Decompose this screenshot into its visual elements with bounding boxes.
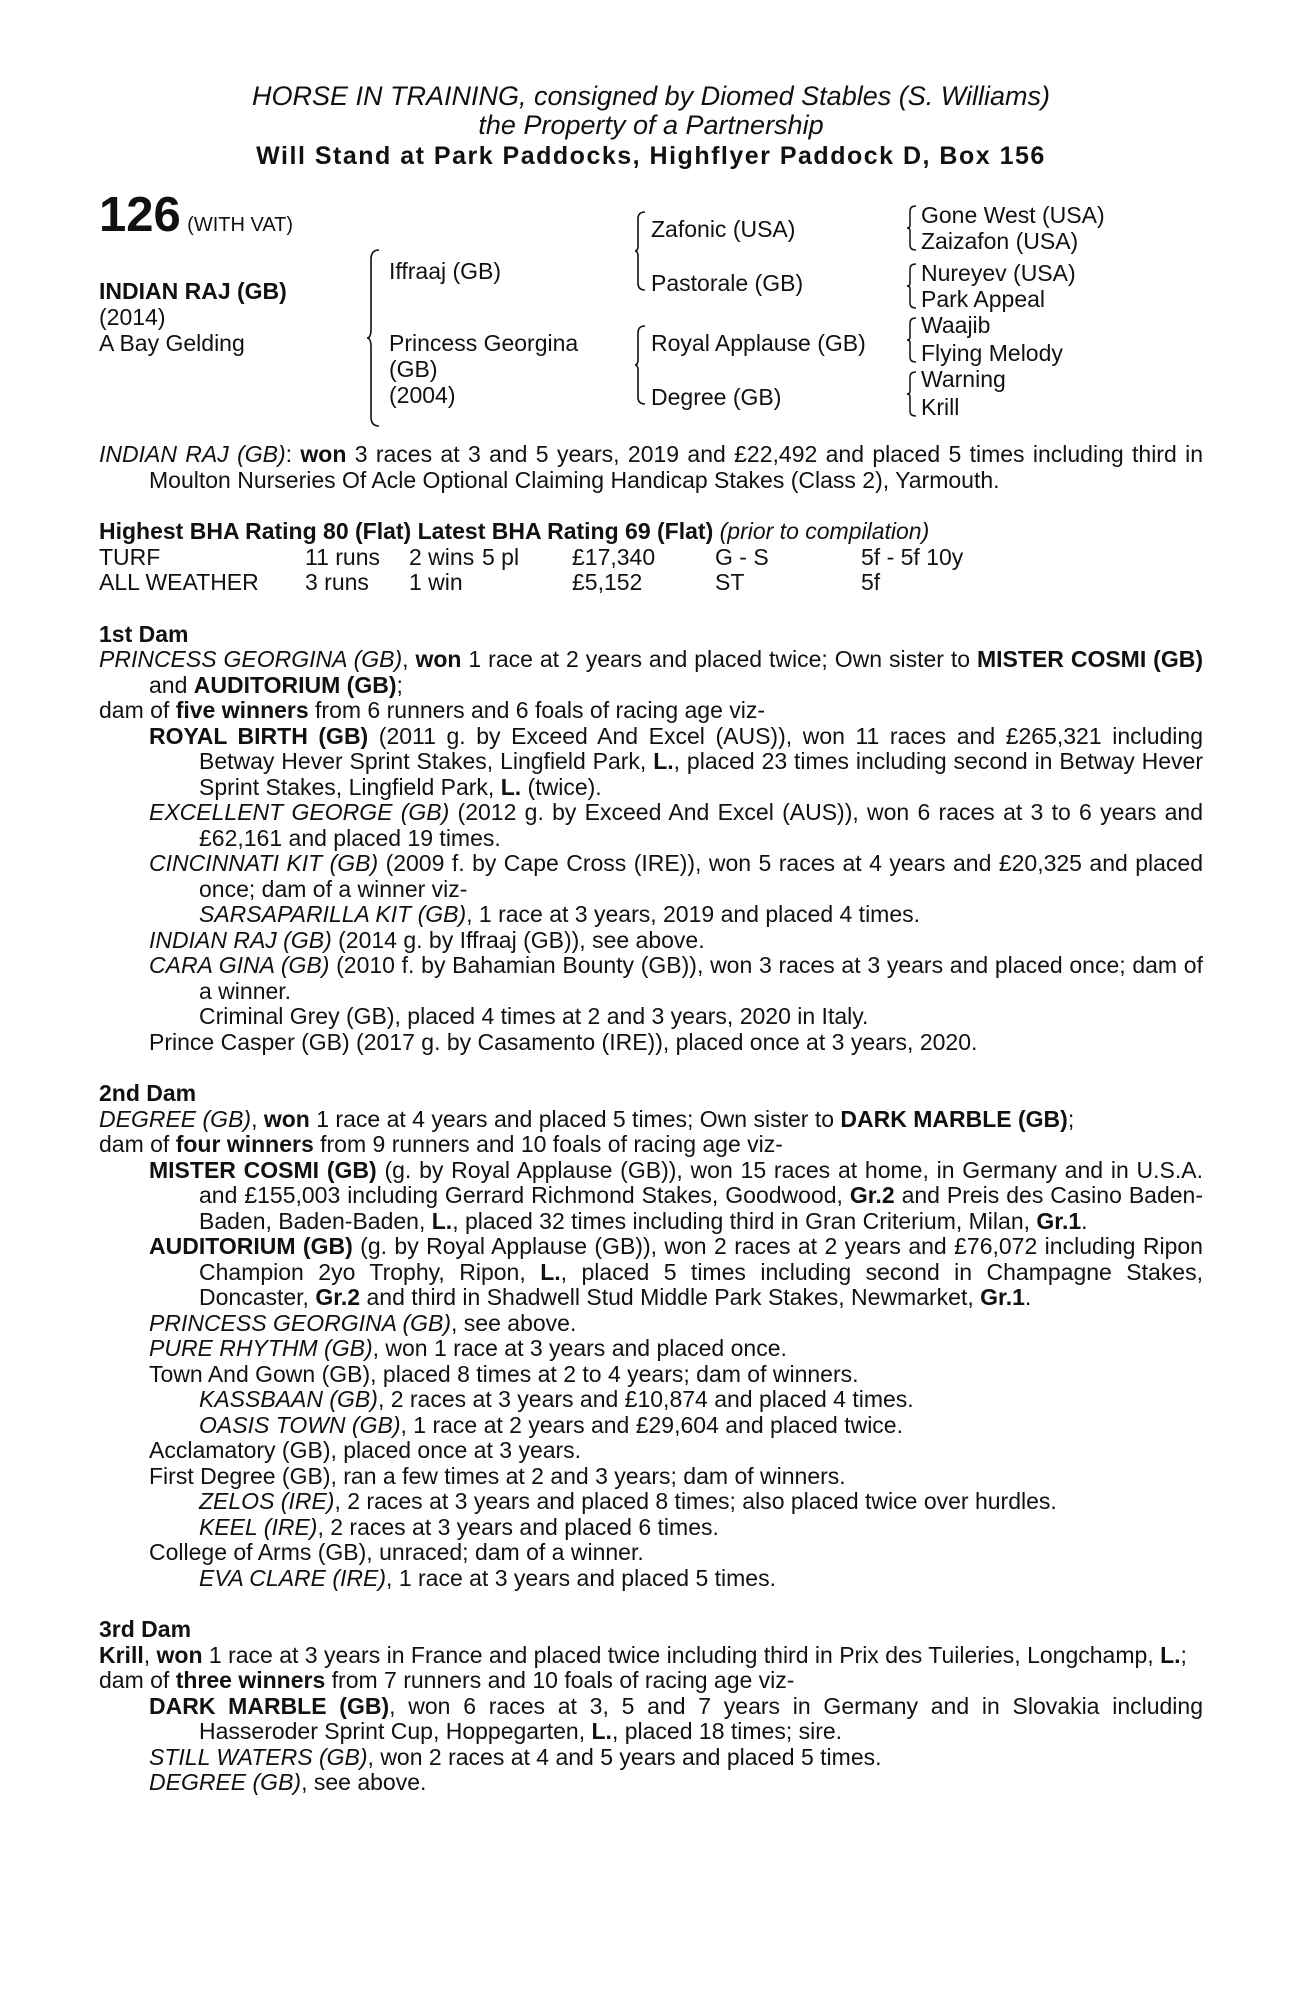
consignor-line: HORSE IN TRAINING, consigned by Diomed Stables (S. Williams) bbox=[252, 81, 1050, 111]
list-item: STILL WATERS (GB), won 2 races at 4 and 5 years and placed 5 times. bbox=[149, 1743, 882, 1770]
location-line: Will Stand at Park Paddocks, Highflyer Paddock D, Box 156 bbox=[256, 142, 1046, 170]
dam-brace bbox=[635, 325, 647, 405]
list-item: INDIAN RAJ (GB) (2014 g. by Iffraaj (GB)), see above. bbox=[149, 926, 705, 953]
list-item: First Degree (GB), ran a few times at 2 and 3 years; dam of winners. bbox=[149, 1462, 846, 1489]
gen3-ddd: Krill bbox=[921, 394, 960, 420]
sire-sire: Zafonic (USA) bbox=[651, 216, 796, 242]
list-item: Acclamatory (GB), placed once at 3 years. bbox=[149, 1437, 582, 1463]
first-dam-produce: dam of five winners from 6 runners and 6 foals of racing age viz- bbox=[99, 697, 766, 723]
third-dam-title: 3rd Dam bbox=[99, 1616, 192, 1642]
gen3-brace-4 bbox=[907, 371, 917, 417]
list-item: College of Arms (GB), unraced; dam of a winner. bbox=[149, 1539, 644, 1565]
sire-dam: Pastorale (GB) bbox=[651, 270, 804, 296]
second-dam-produce: dam of four winners from 9 runners and 10 foals of racing age viz- bbox=[99, 1131, 783, 1157]
gen3-brace-2 bbox=[907, 263, 917, 309]
list-item: Town And Gown (GB), placed 8 times at 2 to 4 years; dam of winners. bbox=[149, 1360, 859, 1387]
horse-year: (2014) bbox=[99, 304, 166, 330]
pedigree-brace bbox=[367, 249, 381, 427]
catalogue-page bbox=[99, 82, 1203, 1796]
gen3-sss: Gone West (USA) bbox=[921, 202, 1105, 228]
gen3-brace-3 bbox=[907, 317, 917, 363]
list-item: OASIS TOWN (GB), 1 race at 2 years and £29,604 and placed twice. bbox=[199, 1411, 903, 1438]
list-item: DARK MARBLE (GB), won 6 races at 3, 5 and 7 years in Germany and in Slovakia including Hasseroder Sprint Cup, Hoppegarten, L., placed 18 times; sire. bbox=[149, 1692, 1204, 1744]
list-item: EVA CLARE (IRE), 1 race at 3 years and placed 5 times. bbox=[199, 1564, 776, 1591]
third-dam-produce: dam of three winners from 7 runners and 10 foals of racing age viz- bbox=[99, 1667, 795, 1693]
list-item: ROYAL BIRTH (GB) (2011 g. by Exceed And Excel (AUS)), won 11 races and £265,321 including Betway Hever Sprint Stakes, Lingfield Park, L., placed 23 times including second in Betway Hever Sprint Stakes, Lingfield Park, L. (twice). bbox=[149, 722, 1204, 800]
runs-table bbox=[99, 545, 963, 596]
list-item: CINCINNATI KIT (GB) (2009 f. by Cape Cross (IRE)), won 5 races at 4 years and £20,325 and placed once; dam of a winner viz- bbox=[149, 850, 1203, 902]
lot-number: 126 bbox=[99, 188, 181, 242]
list-item: KASSBAAN (GB), 2 races at 3 years and £10,874 and placed 4 times. bbox=[199, 1386, 914, 1412]
dam-name: Princess Georgina bbox=[389, 330, 579, 356]
sire-name: Iffraaj (GB) bbox=[389, 258, 502, 284]
list-item: Prince Casper (GB) (2017 g. by Casamento (IRE)), placed once at 3 years, 2020. bbox=[149, 1028, 978, 1055]
gen3-sds: Nureyev (USA) bbox=[921, 260, 1076, 286]
vat-label: (WITH VAT) bbox=[187, 214, 294, 236]
dam-sire: Royal Applause (GB) bbox=[651, 330, 866, 356]
horse-description: A Bay Gelding bbox=[99, 330, 245, 356]
dam-dam: Degree (GB) bbox=[651, 384, 782, 410]
table-row: ALL WEATHER 3 runs 1 win £5,152 ST 5f bbox=[99, 569, 881, 595]
list-item: SARSAPARILLA KIT (GB), 1 race at 3 years, 2019 and placed 4 times. bbox=[199, 901, 921, 927]
lot-number-line bbox=[99, 188, 294, 242]
list-item: MISTER COSMI (GB) (g. by Royal Applause (GB)), won 15 races at home, in Germany and in U.S.A. and £155,003 including Gerrard Richmond Stakes, Goodwood, Gr.2 and Preis des Casino Baden-Baden, Baden-Baden, L., placed 32 times including third in Gran Criterium, Milan, Gr.1. bbox=[149, 1156, 1203, 1234]
third-dam-intro: Krill, won 1 race at 3 years in France and placed twice including third in Prix des Tuileries, Longchamp, L.; bbox=[99, 1641, 1187, 1668]
rating-title: Highest BHA Rating 80 (Flat) Latest BHA Rating 69 (Flat) bbox=[99, 518, 714, 544]
gen3-sdd: Park Appeal bbox=[921, 286, 1046, 312]
list-item: CARA GINA (GB) (2010 f. by Bahamian Bounty (GB)), won 3 races at 3 years and placed once; dam of a winner. bbox=[149, 952, 1203, 1004]
pedigree-block bbox=[99, 188, 1203, 427]
second-dam-intro: DEGREE (GB), won 1 race at 4 years and placed 5 times; Own sister to DARK MARBLE (GB); bbox=[99, 1105, 1075, 1132]
list-item: Criminal Grey (GB), placed 4 times at 2 and 3 years, 2020 in Italy. bbox=[199, 1003, 869, 1029]
first-dam-title: 1st Dam bbox=[99, 620, 189, 647]
race-summary: INDIAN RAJ (GB): won 3 races at 3 and 5 years, 2019 and £22,492 and placed 5 times including third in Moulton Nurseries Of Acle Optional Claiming Handicap Stakes (Class 2), Yarmouth. bbox=[99, 441, 1203, 493]
list-item: ZELOS (IRE), 2 races at 3 years and placed 8 times; also placed twice over hurdles. bbox=[199, 1488, 1057, 1514]
dam-country: (GB) bbox=[389, 356, 438, 382]
list-item: DEGREE (GB), see above. bbox=[149, 1769, 427, 1795]
horse-name: INDIAN RAJ (GB) bbox=[99, 278, 287, 304]
first-dam-intro: PRINCESS GEORGINA (GB), won 1 race at 2 years and placed twice; Own sister to MISTER COSMI (GB) and AUDITORIUM (GB); bbox=[99, 646, 1203, 698]
table-row: TURF 11 runs 2 wins 5 pl £17,340 G - S 5f - 5f 10y bbox=[99, 543, 964, 570]
dam-year: (2004) bbox=[389, 382, 456, 408]
second-dam-title: 2nd Dam bbox=[99, 1080, 197, 1106]
list-item: AUDITORIUM (GB) (g. by Royal Applause (GB)), won 2 races at 2 years and £76,072 including Ripon Champion 2yo Trophy, Ripon, L., placed 5 times including second in Champagne Stakes, Doncaster, Gr.2 and third in Shadwell Stud Middle Park Stakes, Newmarket, Gr.1. bbox=[149, 1233, 1203, 1310]
gen3-brace-1 bbox=[907, 205, 917, 251]
rating-section bbox=[99, 519, 1203, 596]
header bbox=[99, 82, 1203, 171]
gen3-dss: Waajib bbox=[921, 312, 991, 338]
gen3-ssd: Zaizafon (USA) bbox=[921, 228, 1079, 254]
gen3-dsd: Flying Melody bbox=[921, 340, 1063, 366]
list-item: PURE RHYTHM (GB), won 1 race at 3 years and placed once. bbox=[149, 1335, 787, 1361]
list-item: EXCELLENT GEORGE (GB) (2012 g. by Exceed And Excel (AUS)), won 6 races at 3 to 6 years and £62,161 and placed 19 times. bbox=[149, 799, 1203, 851]
list-item: PRINCESS GEORGINA (GB), see above. bbox=[149, 1309, 577, 1336]
list-item: KEEL (IRE), 2 races at 3 years and placed 6 times. bbox=[199, 1513, 719, 1540]
gen3-dds: Warning bbox=[921, 366, 1006, 392]
sire-brace bbox=[635, 211, 647, 291]
property-line: the Property of a Partnership bbox=[478, 110, 824, 140]
rating-note: (prior to compilation) bbox=[719, 518, 930, 544]
